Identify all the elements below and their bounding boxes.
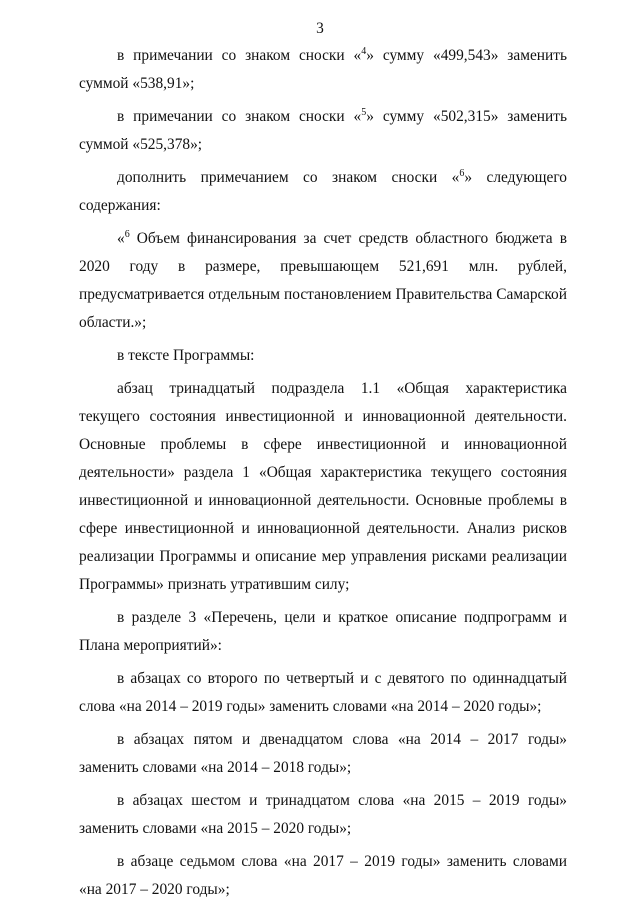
footnote-marker: 4 <box>361 46 367 57</box>
paragraph-text-start: в примечании со знаком сноски « <box>117 108 362 125</box>
paragraph-text-end: Объем финансирования за счет средств областного бюджета в 2020 году в размере, превышающем 521,691 млн. рублей, предусматривается отдельным постановлением Правительства Самарской области.»; <box>79 230 567 331</box>
paragraph-add-footnote-6 <box>79 164 567 220</box>
footnote-marker: 6 <box>124 229 130 240</box>
paragraph-amend-2017-2019: в абзаце седьмом слова «на 2017 – 2019 годы» заменить словами «на 2017 – 2020 годы»; <box>79 853 567 898</box>
paragraph-text-end: » сумму «499,543» заменить суммой «538,91»; <box>79 47 567 92</box>
paragraph-amend-2015-2019: в абзацах шестом и тринадцатом слова «на 2015 – 2019 годы» заменить словами «на 2015 – 2020 годы»; <box>79 792 567 837</box>
paragraph-text-start: в примечании со знаком сноски « <box>117 47 362 64</box>
paragraph-footnote-5-note <box>79 103 567 159</box>
paragraph-footnote-6-content <box>79 225 567 337</box>
paragraph-section-3: в разделе 3 «Перечень, цели и краткое описание подпрограмм и Плана мероприятий»: <box>79 609 567 654</box>
paragraph-text-start: дополнить примечанием со знаком сноски « <box>117 169 460 186</box>
footnote-marker: 5 <box>361 107 367 118</box>
paragraph-amend-2014-2019: в абзацах со второго по четвертый и с девятого по одиннадцатый слова «на 2014 – 2019 годы» заменить словами «на 2014 – 2020 годы»; <box>79 670 567 715</box>
document-body <box>79 42 567 909</box>
paragraph-text-end: » сумму «502,315» заменить суммой «525,378»; <box>79 108 567 153</box>
paragraph-subsection-1-1: абзац тринадцатый подраздела 1.1 «Общая характеристика текущего состояния инвестиционной и инновационной деятельности. Основные проблемы в сфере инвестиционной и инновационной деятельности» раздела 1 «Общая характеристика текущего состояния инвестиционной и инновационной деятельности. Основные проблемы в сфере инвестиционной и инновационной деятельности. Анализ рисков реализации Программы и описание мер управления рисками реализации Программы» признать утратившим силу; <box>79 380 567 593</box>
footnote-marker: 6 <box>459 168 465 179</box>
paragraph-program-text: в тексте Программы: <box>117 347 255 364</box>
paragraph-amend-2014-2017: в абзацах пятом и двенадцатом слова «на 2014 – 2017 годы» заменить словами «на 2014 – 2018 годы»; <box>79 731 567 776</box>
paragraph-text-start: « <box>117 230 125 247</box>
paragraph-text-end: » следующего содержания: <box>79 169 567 214</box>
page-number: 3 <box>316 20 324 37</box>
paragraph-footnote-4-note <box>79 42 567 98</box>
